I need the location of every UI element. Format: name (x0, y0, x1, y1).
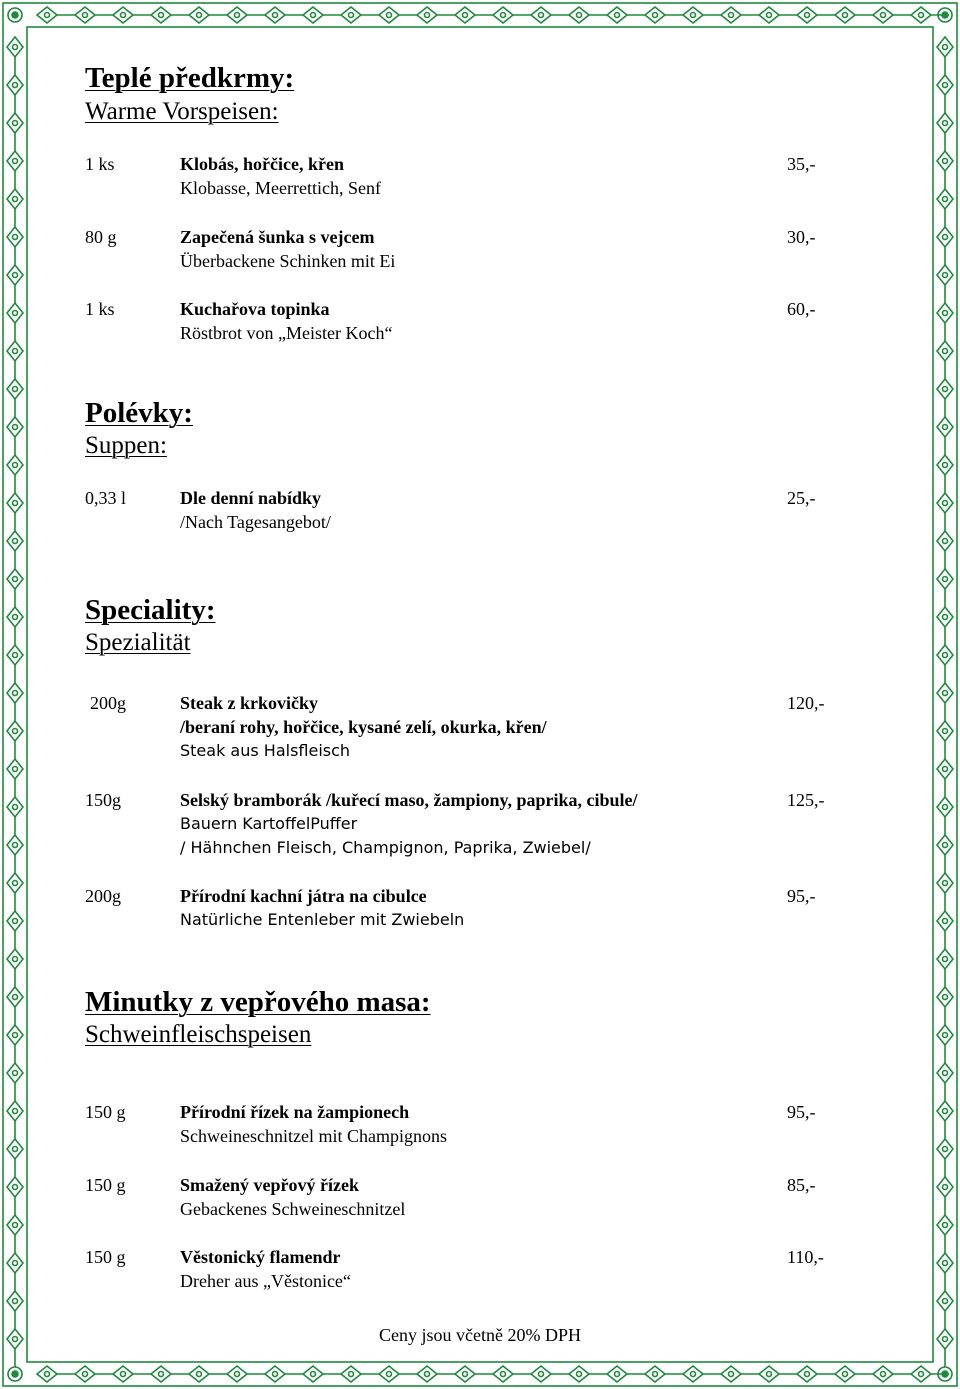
section-subtitle-specialties: Spezialität (85, 629, 191, 656)
section-subtitle-soups: Suppen: (85, 432, 167, 459)
item-quantity: 200g (90, 693, 126, 713)
item-quantity: 200g (85, 886, 121, 906)
item-price: 35,- (787, 154, 816, 174)
section-title-pork-dishes: Minutky z vepřového masa: (85, 986, 431, 1018)
item-price: 85,- (787, 1175, 816, 1195)
item-name: Přírodní kachní játra na cibulce (180, 886, 427, 906)
item-price: 110,- (787, 1247, 824, 1267)
item-name: Zapečená šunka s vejcem (180, 227, 375, 247)
item-description: Schweineschnitzel mit Champignons (180, 1126, 447, 1146)
section-title-soups: Polévky: (85, 397, 193, 429)
item-quantity: 150 g (85, 1102, 126, 1122)
section-subtitle-pork-dishes: Schweinfleischspeisen (85, 1021, 312, 1048)
item-quantity: 0,33 l (85, 488, 127, 508)
item-description: Gebackenes Schweineschnitzel (180, 1199, 406, 1219)
item-quantity: 150 g (85, 1175, 126, 1195)
item-quantity: 150g (85, 790, 121, 810)
item-price: 120,- (787, 693, 825, 713)
item-quantity: 1 ks (85, 299, 115, 319)
item-name: Smažený vepřový řízek (180, 1175, 359, 1195)
section-title-warm-starters: Teplé předkrmy: (85, 62, 295, 94)
item-description: Steak aus Halsfleisch (180, 741, 351, 760)
item-description: Dreher aus „Věstonice“ (180, 1271, 351, 1291)
item-quantity: 80 g (85, 227, 117, 247)
item-price: 95,- (787, 1102, 816, 1122)
item-name: Selský bramborák /kuřecí maso, žampiony, paprika, cibule/ (180, 790, 638, 810)
item-description: Bauern KartoffelPuffer (180, 814, 358, 833)
item-price: 125,- (787, 790, 825, 810)
item-quantity: 150 g (85, 1247, 126, 1267)
item-name: Kuchařova topinka (180, 299, 330, 319)
item-description: Röstbrot von „Meister Koch“ (180, 323, 393, 343)
price-footnote: Ceny jsou včetně 20% DPH (379, 1325, 581, 1345)
item-quantity: 1 ks (85, 154, 115, 174)
item-description-bold: /beraní rohy, hořčice, kysané zelí, okurka, křen/ (180, 717, 547, 737)
item-price: 95,- (787, 886, 816, 906)
item-price: 25,- (787, 488, 816, 508)
item-description: Überbackene Schinken mit Ei (180, 251, 396, 271)
item-name: Dle denní nabídky (180, 488, 322, 508)
item-name: Steak z krkovičky (180, 693, 319, 713)
item-description: Natürliche Entenleber mit Zwiebeln (180, 910, 465, 929)
item-name: Klobás, hořčice, křen (180, 154, 344, 174)
item-description: /Nach Tagesangebot/ (180, 512, 331, 532)
item-price: 30,- (787, 227, 816, 247)
item-name: Přírodní řízek na žampionech (180, 1102, 410, 1122)
section-subtitle-warm-starters: Warme Vorspeisen: (85, 98, 279, 125)
section-title-specialties: Speciality: (85, 594, 216, 626)
item-price: 60,- (787, 299, 816, 319)
item-name: Věstonický flamendr (180, 1247, 341, 1267)
item-description: / Hähnchen Fleisch, Champignon, Paprika, Zwiebel/ (180, 838, 591, 857)
item-description: Klobasse, Meerrettich, Senf (180, 178, 381, 198)
